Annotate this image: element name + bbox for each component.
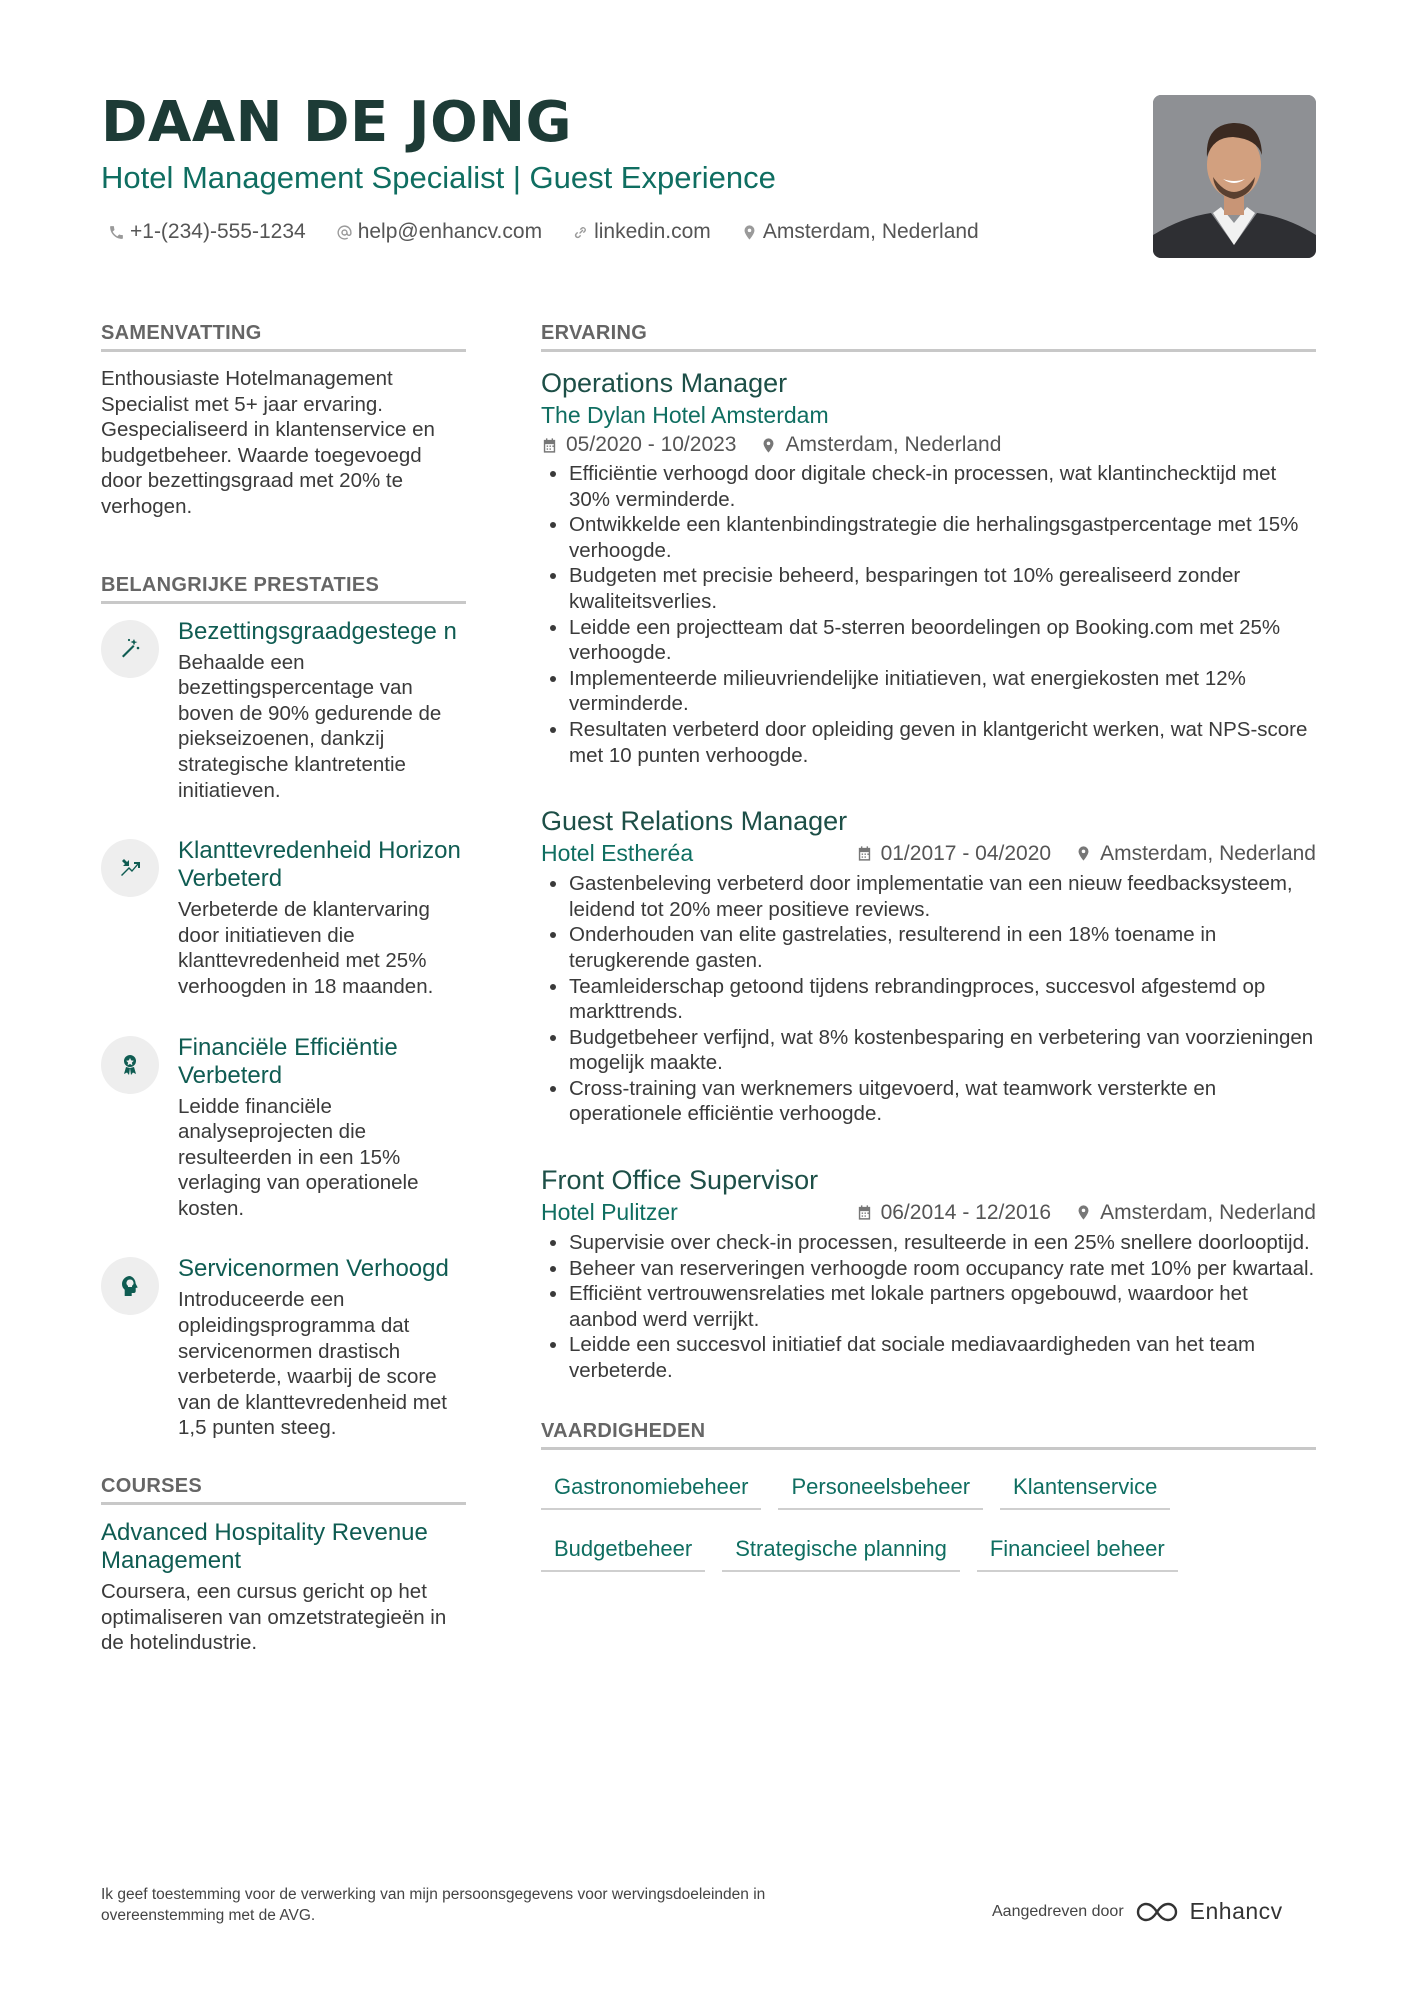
bullet: • Efficiënt vertrouwensrelaties met lokale partners opgebouwd, waardoor het aanbod werd verrijkt. — [569, 1281, 1316, 1332]
achievements-heading: BELANGRIJKE PRESTATIES — [101, 574, 466, 604]
bullet: • Onderhouden van elite gastrelaties, resulterend in een 18% toename in terugkerende gasten. — [569, 922, 1316, 973]
candidate-name: DAAN DE JONG — [101, 90, 573, 155]
contact-linkedin[interactable] — [572, 220, 711, 244]
bullet: • Resultaten verbeterd door opleiding geven in klantgericht werken, wat NPS-score met 10 punten verhoogde. — [569, 717, 1316, 768]
contact-bar — [108, 220, 979, 244]
bullet: • Supervisie over check-in processen, resulteerde in een 25% snellere doorlooptijd. — [569, 1230, 1316, 1256]
bullet: • Budgeten met precisie beheerd, besparingen tot 10% gerealiseerd zonder kwaliteitsverlies. — [569, 563, 1316, 614]
job-title: Guest Relations Manager — [541, 806, 848, 837]
experience-heading: ERVARING — [541, 322, 1316, 352]
right-column — [541, 322, 1316, 1572]
job-entry — [541, 366, 1316, 768]
summary-text: Enthousiaste Hotelmanagement Specialist met 5+ jaar ervaring. Gespecialiseerd in klantenservice en budgetbeheer. Waarde toegevoegd door bezettingsgraad met 20% te verhogen. — [101, 367, 435, 518]
achievement-text: Verbeterde de klantervaring door initiatieven die klanttevredenheid met 25% verhoogden in 18 maanden. — [178, 898, 434, 998]
calendar-icon — [541, 437, 558, 454]
phone-icon — [108, 224, 125, 241]
achievement-title: Servicenormen Verhoogd — [178, 1255, 449, 1283]
email-text: help@enhancv.com — [357, 220, 543, 243]
job-meta — [856, 842, 1316, 866]
job-entry — [541, 1163, 1316, 1384]
courses-heading: COURSES — [101, 1475, 466, 1505]
experience-section — [541, 322, 1316, 1384]
course-text: Coursera, een cursus gericht op het optimaliseren van omzetstrategieën in de hotelindustrie. — [101, 1580, 447, 1655]
achievement-item — [101, 618, 466, 804]
job-bullets — [541, 461, 1316, 768]
contact-phone[interactable] — [108, 220, 306, 244]
phone-text: +1-(234)-555-1234 — [130, 220, 306, 243]
bullet: • Leidde een projectteam dat 5-sterren beoordelingen op Booking.com met 25% verhoogde. — [569, 615, 1316, 666]
job-meta — [856, 1201, 1316, 1225]
link-icon — [572, 224, 589, 241]
bullet: • Beheer van reserveringen verhoogde room occupancy rate met 10% per kwartaal. — [569, 1256, 1316, 1282]
job-title: Operations Manager — [541, 368, 788, 398]
bullet: • Budgetbeheer verfijnd, wat 8% kostenbesparing en verbetering van voorzieningen mogelijk maakte. — [569, 1025, 1316, 1076]
bullet: • Gastenbeleving verbeterd door implementatie van een nieuw feedbacksysteem, leidend tot 20% meer positieve reviews. — [569, 871, 1316, 922]
consent-text: Ik geef toestemming voor de verwerking van mijn persoonsgegevens voor wervingsdoeleinden in overeenstemming met de AVG. — [101, 1886, 766, 1924]
achievement-item — [101, 837, 466, 999]
job-location-text: Amsterdam, Nederland — [1100, 841, 1316, 865]
achievement-text: Behaalde een bezettingspercentage van boven de 90% gedurende de piekseizoenen, dankzij strategische klantretentie initiatieven. — [178, 650, 442, 802]
location-text: Amsterdam, Nederland — [762, 220, 979, 243]
achievement-title: Bezettingsgraadgestege n — [178, 617, 457, 645]
calendar-icon — [856, 1204, 873, 1221]
job-location — [1075, 842, 1316, 866]
job-location-text: Amsterdam, Nederland — [785, 433, 1002, 456]
job-dates-text: 01/2017 - 04/2020 — [880, 841, 1052, 865]
job-location — [1075, 1201, 1316, 1225]
job-location-text: Amsterdam, Nederland — [1100, 1200, 1316, 1224]
skill-tag: Financieel beheer — [977, 1530, 1178, 1572]
bullet: • Cross-training van werknemers uitgevoerd, wat teamwork versterkte en operationele efficiëntie verhoogde. — [569, 1076, 1316, 1127]
linkedin-text: linkedin.com — [594, 220, 711, 243]
skills-heading: VAARDIGHEDEN — [541, 1420, 1316, 1450]
job-meta — [541, 433, 1316, 457]
course-title: Advanced Hospitality Revenue Management — [101, 1519, 428, 1575]
enhancv-logo-icon — [1134, 1900, 1180, 1924]
achievement-text: Leidde financiële analyseprojecten die resulteerden in een 15% verlaging van operationele kosten. — [178, 1094, 419, 1220]
powered-by[interactable] — [992, 1898, 1283, 1925]
achievement-text: Introduceerde een opleidingsprogramma dat servicenormen drastisch verbeterde, waarbij de score van de klanttevredenheid met 1,5 punten steeg. — [178, 1288, 447, 1440]
skills-section — [541, 1420, 1316, 1572]
job-company: The Dylan Hotel Amsterdam — [541, 402, 829, 428]
headline: Hotel Management Specialist | Guest Experience — [101, 160, 776, 195]
powered-by-label: Aangedreven door — [992, 1902, 1124, 1920]
at-icon — [336, 224, 353, 241]
left-column — [101, 322, 466, 1710]
skill-tag: Strategische planning — [722, 1530, 960, 1572]
calendar-icon — [856, 845, 873, 862]
job-dates — [856, 842, 1051, 866]
job-bullets — [541, 1230, 1316, 1384]
skill-tag: Gastronomiebeheer — [541, 1468, 761, 1510]
skills-list — [541, 1468, 1316, 1572]
brand-name: Enhancv — [1189, 1898, 1283, 1924]
job-company: Hotel Estheréa — [541, 840, 694, 867]
bullet: • Ontwikkelde een klantenbindingstrategie die herhalingsgastpercentage met 15% verhoogde. — [569, 512, 1316, 563]
job-entry — [541, 804, 1316, 1127]
contact-location — [741, 220, 979, 244]
head-lightbulb-icon — [101, 1257, 159, 1315]
courses-section — [101, 1475, 466, 1656]
job-dates — [541, 433, 736, 457]
job-subheader — [541, 1199, 1316, 1226]
skill-tag: Klantenservice — [1000, 1468, 1170, 1510]
achievement-title: Financiële Efficiëntie Verbeterd — [178, 1033, 398, 1089]
achievement-item — [101, 1255, 466, 1441]
trend-arrows-icon — [101, 839, 159, 897]
achievement-item — [101, 1034, 466, 1222]
job-company: Hotel Pulitzer — [541, 1199, 678, 1226]
bullet: • Efficiëntie verhoogd door digitale check-in processen, wat klantinchecktijd met 30% verminderde. — [569, 461, 1316, 512]
skill-tag: Budgetbeheer — [541, 1530, 705, 1572]
bullet: • Implementeerde milieuvriendelijke initiatieven, wat energiekosten met 12% verminderde. — [569, 666, 1316, 717]
job-dates — [856, 1201, 1051, 1225]
job-dates-text: 06/2014 - 12/2016 — [880, 1200, 1052, 1224]
summary-heading: SAMENVATTING — [101, 322, 466, 352]
location-pin-icon — [1075, 845, 1092, 862]
contact-email[interactable] — [336, 220, 542, 244]
bullet: • Leidde een succesvol initiatief dat sociale mediavaardigheden van het team verbeterde. — [569, 1332, 1316, 1383]
location-pin-icon — [741, 224, 758, 241]
job-dates-text: 05/2020 - 10/2023 — [566, 433, 737, 456]
job-location — [760, 433, 1001, 457]
achievement-title: Klanttevredenheid Horizon Verbeterd — [178, 837, 461, 893]
summary-section — [101, 322, 466, 520]
bullet: • Teamleiderschap getoond tijdens rebrandingproces, succesvol afgestemd op markttrends. — [569, 974, 1316, 1025]
achievements-section — [101, 574, 466, 1441]
magic-wand-icon — [101, 620, 159, 678]
job-title: Front Office Supervisor — [541, 1165, 819, 1196]
profile-photo — [1153, 95, 1316, 258]
job-subheader — [541, 840, 1316, 867]
location-pin-icon — [760, 437, 777, 454]
job-bullets — [541, 871, 1316, 1127]
location-pin-icon — [1075, 1204, 1092, 1221]
skill-tag: Personeelsbeheer — [778, 1468, 983, 1510]
award-ribbon-icon — [101, 1036, 159, 1094]
